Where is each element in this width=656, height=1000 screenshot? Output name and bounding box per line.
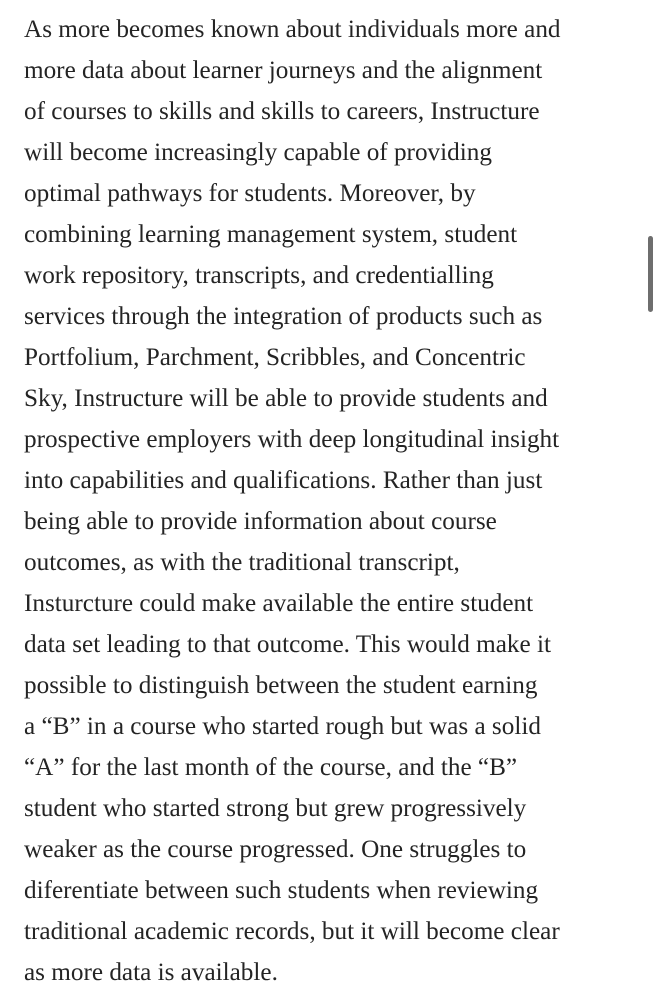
paragraph-line: more data about learner journeys and the alignment (24, 57, 543, 84)
paragraph-line: data set leading to that outcome. This would make it (24, 631, 551, 658)
paragraph-line: of courses to skills and skills to careers, Instructure (24, 98, 540, 125)
paragraph-line: prospective employers with deep longitudinal insight (24, 426, 560, 453)
paragraph-line: Insturcture could make available the entire student (24, 590, 534, 617)
paragraph-line: as more data is available. (24, 959, 278, 986)
paragraph-line: will become increasingly capable of providing (24, 139, 492, 166)
paragraph-line: a “B” in a course who started rough but was a solid (24, 713, 541, 740)
paragraph-line: work repository, transcripts, and credentialling (24, 262, 494, 289)
paragraph-line: possible to distinguish between the student earning (24, 672, 538, 699)
scrollbar-thumb[interactable] (648, 236, 653, 312)
paragraph-line: outcomes, as with the traditional transcript, (24, 549, 460, 576)
paragraph-line: optimal pathways for students. Moreover, by (24, 180, 476, 207)
paragraph-line: student who started strong but grew progressively (24, 795, 527, 822)
paragraph-line: weaker as the course progressed. One struggles to (24, 836, 527, 863)
paragraph-line: services through the integration of products such as (24, 303, 543, 330)
paragraph-line: being able to provide information about course (24, 508, 497, 535)
paragraph-line: traditional academic records, but it will become clear (24, 918, 560, 945)
paragraph-line: combining learning management system, student (24, 221, 518, 248)
paragraph-line: “A” for the last month of the course, and the “B” (24, 754, 518, 781)
paragraph-line: diferentiate between such students when reviewing (24, 877, 539, 904)
article-paragraph (24, 9, 640, 993)
paragraph-line: As more becomes known about individuals more and (24, 16, 561, 43)
paragraph-line: into capabilities and qualifications. Rather than just (24, 467, 543, 494)
paragraph-line: Sky, Instructure will be able to provide students and (24, 385, 548, 412)
paragraph-line: Portfolium, Parchment, Scribbles, and Concentric (24, 344, 526, 371)
